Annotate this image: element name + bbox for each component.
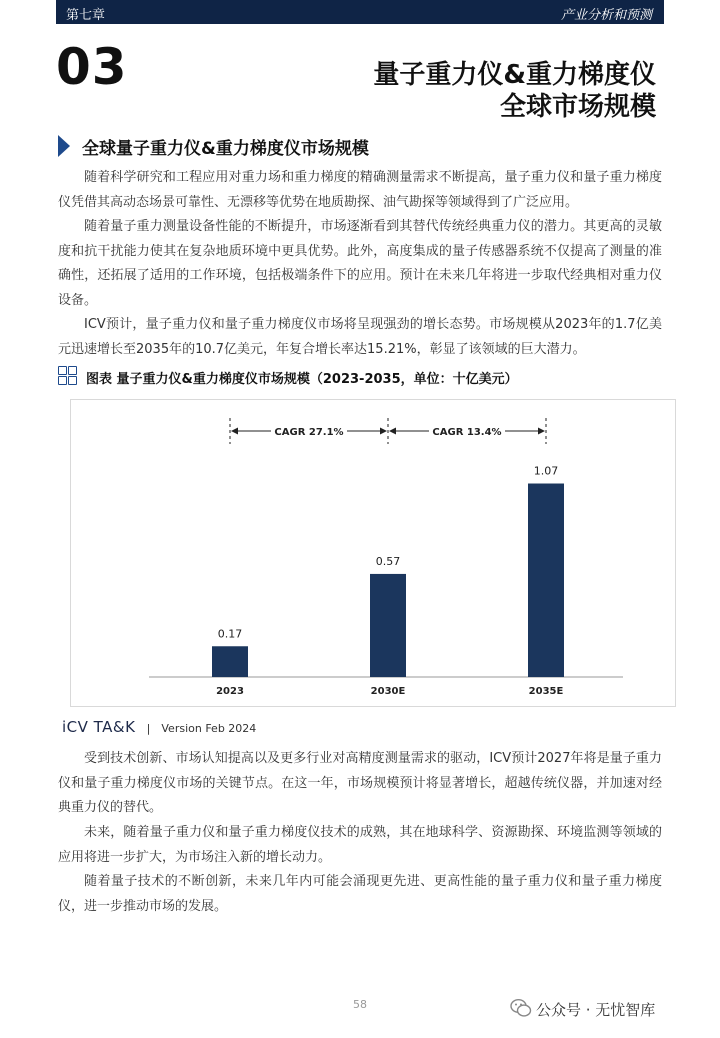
chapter-label: 第七章 <box>66 8 106 23</box>
bar-2030E <box>370 574 406 677</box>
cagr-arrowhead-right-1 <box>538 428 545 435</box>
chevron-right-icon <box>58 135 70 157</box>
chart-svg <box>71 400 675 706</box>
tick-label-2023: 2023 <box>216 686 244 697</box>
chapter-number: 03 <box>56 38 128 96</box>
cagr-arrowhead-left-0 <box>231 428 238 435</box>
icv-logo: iCV TA&K <box>62 718 136 736</box>
paragraph-4: 受到技术创新、市场认知提高以及更多行业对高精度测量需求的驱动，ICV预计2027年将是量子重力仪和量子重力梯度仪市场的关键节点。在这一年，市场规模预计将显著增长，超越传统仪器，并加速对经典重力仪的替代。 <box>58 751 662 815</box>
page-number: 58 <box>353 998 367 1011</box>
section-heading-text: 全球量子重力仪&重力梯度仪市场规模 <box>82 139 369 159</box>
paragraph-2: 随着量子重力测量设备性能的不断提升，市场逐渐看到其替代传统经典重力仪的潜力。其更高的灵敏度和抗干扰能力使其在复杂地质环境中更具优势。此外，高度集成的量子传感器系统不仅提高了测量的准确性，还拓展了适用的工作环境，包括极端条件下的应用。预计在未来几年将进一步取代经典相对重力仪设备。 <box>58 219 662 308</box>
source-line <box>62 717 256 735</box>
page-title-line1: 量子重力仪&重力梯度仪 <box>373 60 656 90</box>
bar-chart <box>70 399 676 707</box>
bar-2023 <box>212 646 248 677</box>
section-label: 产业分析和预测 <box>560 8 652 23</box>
data-label-2030E: 0.57 <box>375 554 401 568</box>
paragraph-1: 随着科学研究和工程应用对重力场和重力梯度的精确测量需求不断提高，量子重力仪和量子重力梯度仪凭借其高动态场景可靠性、无漂移等优势在地质勘探、油气勘探等领域得到了广泛应用。 <box>58 170 662 210</box>
page-title-line2: 全球市场规模 <box>499 92 656 122</box>
top-header-bar <box>56 0 664 24</box>
cagr-label-0: CAGR 27.1% <box>274 427 344 438</box>
source-version: Version Feb 2024 <box>161 722 257 735</box>
watermark-text: 公众号 · 无忧智库 <box>536 1001 656 1019</box>
cagr-arrowhead-right-0 <box>380 428 387 435</box>
paragraph-5: 未来，随着量子重力仪和量子重力梯度仪技术的成熟，其在地球科学、资源勘探、环境监测等领域的应用将进一步扩大，为市场注入新的增长动力。 <box>58 825 662 865</box>
paragraph-3: ICV预计，量子重力仪和量子重力梯度仪市场将呈现强劲的增长态势。市场规模从2023年的1.7亿美元迅速增长至2035年的10.7亿美元，年复合增长率达15.21%，彰显了该领域的巨大潜力。 <box>58 317 662 357</box>
source-separator: | <box>146 722 151 735</box>
data-label-2035E: 1.07 <box>533 464 559 478</box>
figure-caption-text: 图表 量子重力仪&重力梯度仪市场规模（2023-2035，单位：十亿美元） <box>86 372 518 387</box>
cagr-label-1: CAGR 13.4% <box>432 427 502 438</box>
wechat-icon <box>510 998 532 1018</box>
tick-label-2035E: 2035E <box>528 686 564 697</box>
data-label-2023: 0.17 <box>217 627 243 641</box>
paragraph-6: 随着量子技术的不断创新，未来几年内可能会涌现更先进、更高性能的量子重力仪和量子重力梯度仪，进一步推动市场的发展。 <box>58 874 662 914</box>
cagr-arrowhead-left-1 <box>389 428 396 435</box>
bar-2035E <box>528 484 564 677</box>
grid-icon <box>58 366 78 386</box>
tick-label-2030E: 2030E <box>370 686 406 697</box>
